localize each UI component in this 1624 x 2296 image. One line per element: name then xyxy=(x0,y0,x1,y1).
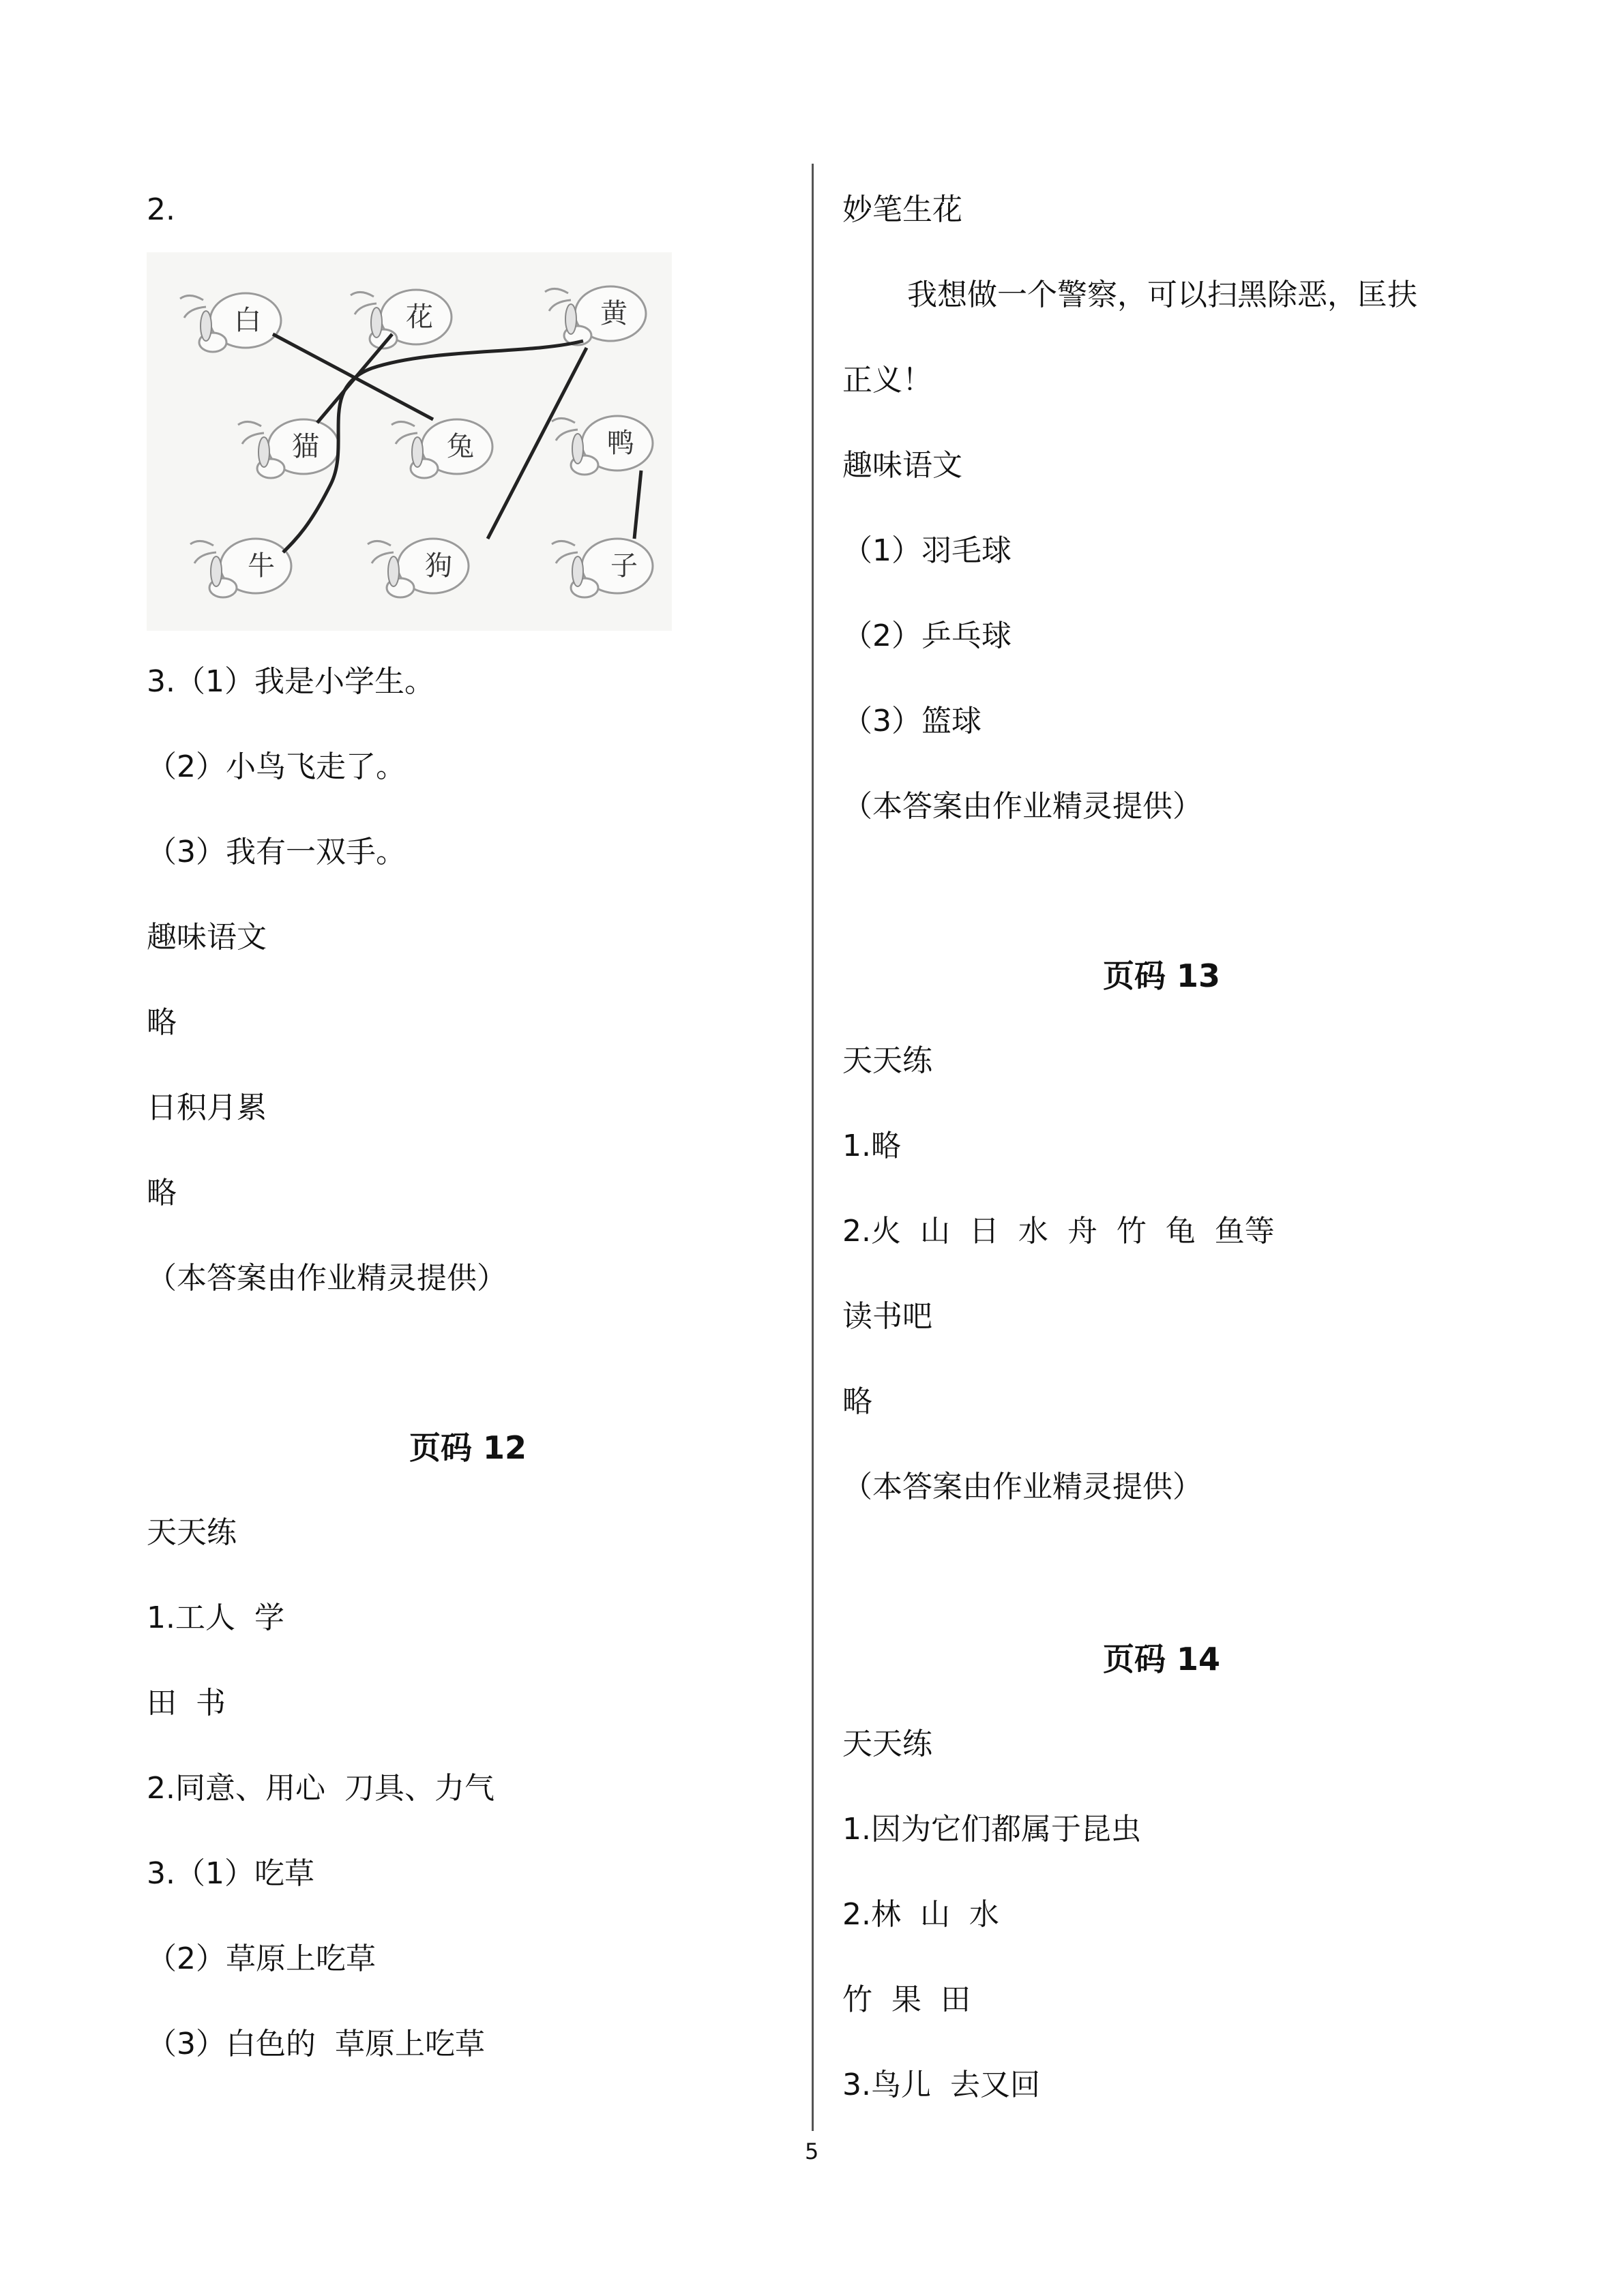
page-13-heading: 页码 13 xyxy=(1103,957,1221,994)
right-fun-heading: 趣味语文 xyxy=(842,448,962,483)
p14-q3: 3.鸟儿 去又回 xyxy=(842,2068,1040,2102)
daily-practice-heading: 天天练 xyxy=(147,1515,237,1550)
butterfly-niu xyxy=(190,539,291,597)
column-divider xyxy=(812,164,814,2131)
reading-heading: 读书吧 xyxy=(842,1299,932,1334)
right-credit-note-1: （本答案由作业精灵提供） xyxy=(842,789,1202,824)
butterfly-bai xyxy=(180,293,281,352)
daily-practice-13-heading: 天天练 xyxy=(842,1043,932,1078)
char-zi: 子 xyxy=(610,550,638,582)
char-tu: 兔 xyxy=(447,431,474,462)
credit-note: （本答案由作业精灵提供） xyxy=(147,1261,507,1296)
accumulation-heading: 日积月累 xyxy=(147,1090,267,1125)
right-credit-note-2: （本答案由作业精灵提供） xyxy=(842,1470,1202,1504)
page-12-heading: 页码 12 xyxy=(409,1429,527,1466)
fun-chinese-answer: 略 xyxy=(147,1005,177,1040)
p12-q2: 2.同意、用心 刀具、力气 xyxy=(147,1771,494,1806)
writing-line-2: 正义！ xyxy=(842,363,932,398)
p14-q2-line1: 2.林 山 水 xyxy=(842,1897,999,1932)
p14-q2-line2: 竹 果 田 xyxy=(842,1982,971,2017)
butterfly-gou xyxy=(368,539,469,597)
q3-answer-3: （3）我有一双手。 xyxy=(147,835,406,869)
writing-line-1: 我想做一个警察，可以扫黑除恶，匡扶 xyxy=(907,278,1417,312)
reading-answer: 略 xyxy=(842,1384,872,1419)
butterfly-hua xyxy=(351,290,452,348)
accumulation-answer: 略 xyxy=(147,1176,177,1210)
q3-answer-1: 3.（1）我是小学生。 xyxy=(147,664,434,699)
p13-q1: 1.略 xyxy=(842,1129,901,1163)
char-mao: 猫 xyxy=(292,431,319,462)
char-hua: 花 xyxy=(406,301,433,333)
page-number: 5 xyxy=(805,2138,819,2164)
page-14-heading: 页码 14 xyxy=(1103,1641,1221,1678)
char-huang: 黄 xyxy=(600,298,628,329)
butterfly-matching-diagram xyxy=(147,252,672,631)
fun-answer-2: （2）乒乓球 xyxy=(842,618,1012,653)
char-gou: 狗 xyxy=(425,550,452,582)
char-bai: 白 xyxy=(234,305,261,336)
writing-heading: 妙笔生花 xyxy=(842,192,962,227)
butterfly-huang xyxy=(545,286,646,345)
p12-q1-line2: 田 书 xyxy=(147,1686,226,1720)
butterfly-mao xyxy=(238,419,339,478)
p12-q1-line1: 1.工人 学 xyxy=(147,1600,284,1635)
p14-q1: 1.因为它们都属于昆虫 xyxy=(842,1812,1141,1847)
fun-chinese-heading: 趣味语文 xyxy=(147,920,267,955)
fun-answer-3: （3）篮球 xyxy=(842,704,981,739)
butterfly-tu xyxy=(392,419,492,478)
q3-answer-2: （2）小鸟飞走了。 xyxy=(147,749,406,784)
fun-answer-1: （1）羽毛球 xyxy=(842,533,1012,568)
daily-practice-14-heading: 天天练 xyxy=(842,1727,932,1761)
butterfly-ya xyxy=(552,416,653,475)
p12-q3-1: 3.（1）吃草 xyxy=(147,1856,314,1891)
p12-q3-2: （2）草原上吃草 xyxy=(147,1941,376,1976)
matching-figure xyxy=(147,252,672,631)
p13-q2: 2.火 山 日 水 舟 竹 龟 鱼等 xyxy=(842,1214,1275,1249)
question-2-label: 2. xyxy=(147,192,175,227)
char-ya: 鸭 xyxy=(607,428,634,459)
char-niu: 牛 xyxy=(248,550,275,582)
p12-q3-3: （3）白色的 草原上吃草 xyxy=(147,2027,485,2061)
